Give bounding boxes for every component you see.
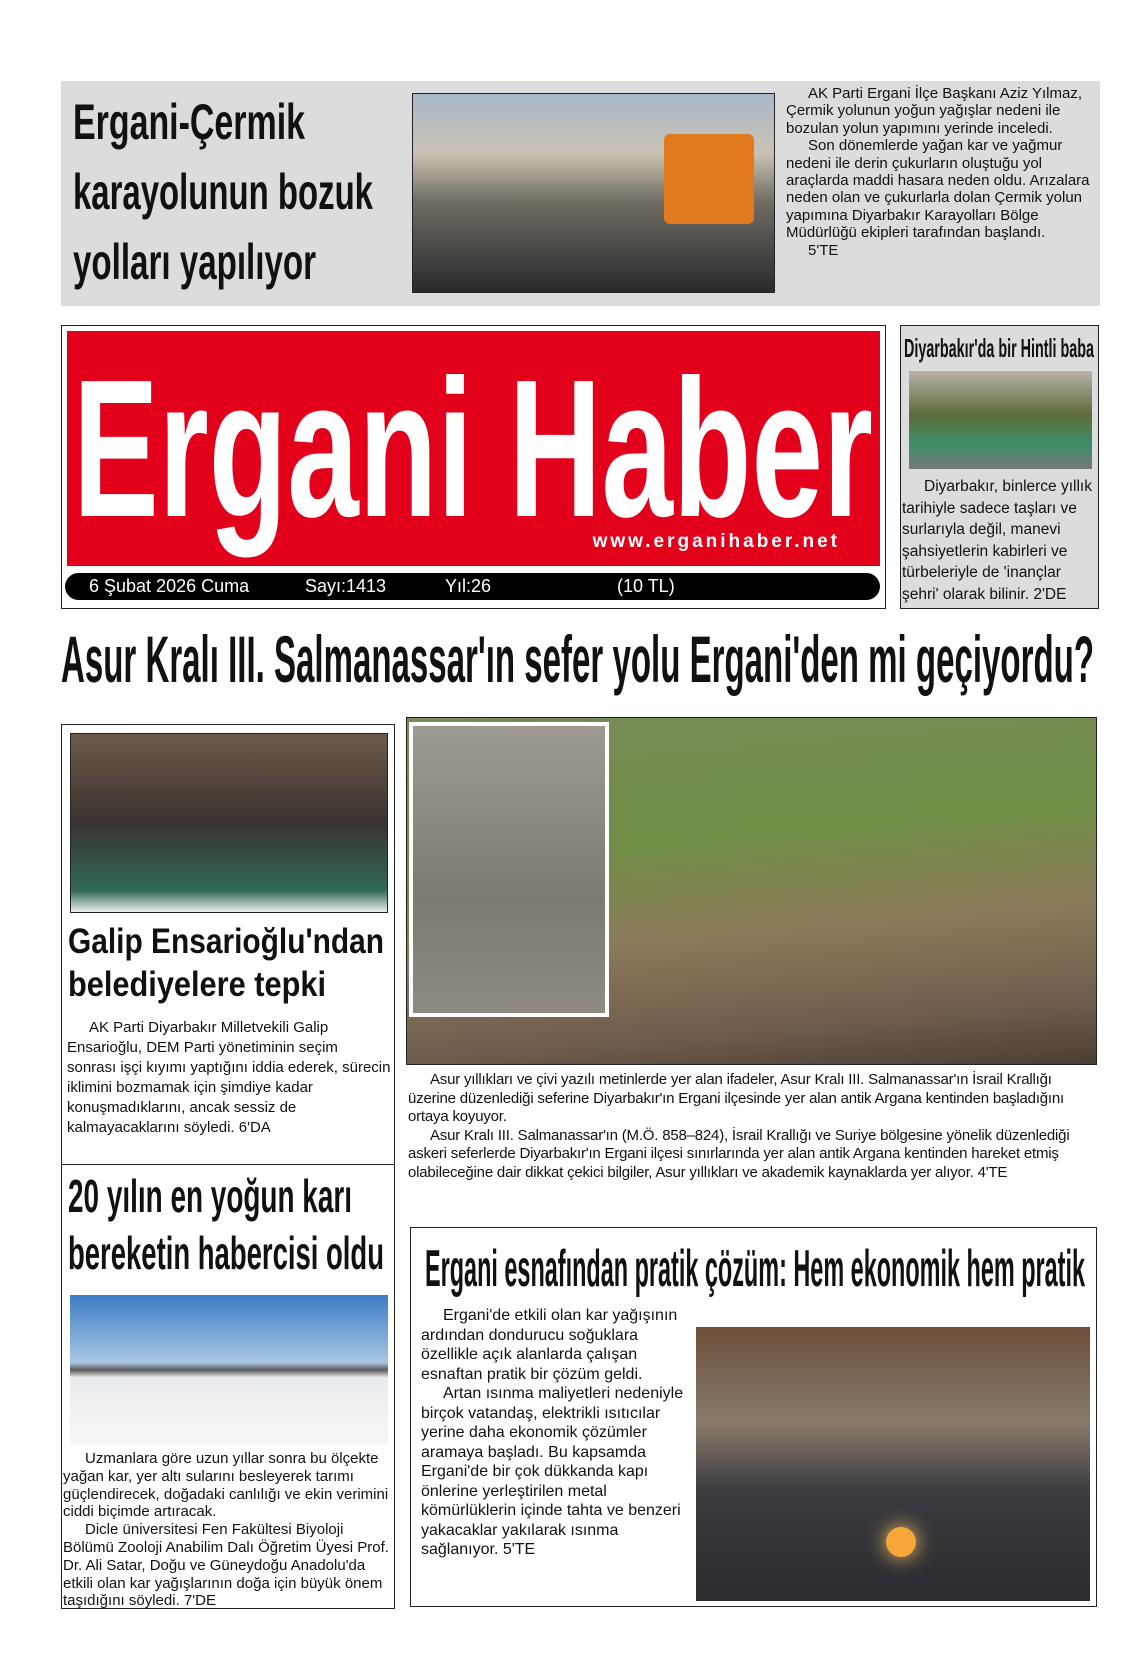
esnaf-text: Ergani'de etkili olan kar yağışının ardından dondurucu soğuklara özellikle açık alanlarda çalışan esnaftan pratik bir çözüm geldi. Artan ısınma maliyetleri nedeniyle birçok vatandaş, elektrikli ısıtıcılar yerine daha ekonomik çözümler aramaya başladı. Bu kapsamda Ergani'de bir çok dükkanda kapı önlerine yerleştirilen metal kömürlüklerin içinde tahta ve benzeri yakacaklar yakılarak ısınma sağlanıyor. 5'TE — [421, 1307, 684, 1558]
side-story-text: Diyarbakır, binlerce yıllık tarihiyle sadece taşları ve surlarıyla değil, manevi şahsiyetlerin kabirleri ve türbeleriyle de 'inançlar şehri' olarak bilinir. 2'DE — [902, 478, 1092, 603]
main-headline: Asur Kralı III. Salmanassar'ın sefer yolu Ergani'den mi geçiyordu? — [61, 622, 1094, 696]
masthead — [61, 325, 886, 609]
hintli-baba-photo — [909, 371, 1092, 469]
svg-text:Ergani-Çermik: Ergani-Çermik — [73, 94, 306, 150]
top-story-headline — [73, 87, 393, 299]
road-works-photo — [412, 93, 775, 293]
issue-price: (10 TL) — [617, 576, 675, 596]
issue-date: 6 Şubat 2026 Cuma — [89, 576, 250, 596]
masthead-red-banner — [67, 331, 880, 566]
galip-headline — [68, 919, 390, 1011]
snow-headline — [68, 1167, 390, 1287]
top-story-text: AK Parti Ergani İlçe Başkanı Aziz Yılmaz, Çermik yolunun yoğun yağışlar nedeni ile bozulan yolun yapımını yerinde inceledi. Son dönemlerde yağan kar ve yağmur nedeni ile derin çukurların oluştuğu yol araçlarda maddi hasara neden oldu. Arızalara neden olan ve çukurlarla dolan Çermik yolun yapımına Diyarbakır Karayolları Bölge Müdürlüğü ekipleri tarafından başlandı. 5'TE — [786, 85, 1090, 259]
esnaf-headline: Ergani esnafından pratik çözüm: Hem ekonomik hem pratik — [425, 1240, 1086, 1298]
snow-text: Uzmanlara göre uzun yıllar sonra bu ölçekte yağan kar, yer altı sularını besleyerek tarımı güçlendirecek, doğadaki canlılığı ve ekin verimini ciddi biçimde artıracak. Dicle üniversitesi Fen Fakültesi Biyoloji Bölümü Zooloji Anabilim Dalı Öğretim Üyesi Prof. Dr. Ali Satar, Doğu ve Güneydoğu Anadolu'da etkili olan kar yağışlarının doğa için büyük önem taşıdığını söyledi. 7'DE — [63, 1450, 389, 1610]
svg-text:yolları yapılıyor: yolları yapılıyor — [73, 234, 316, 290]
esnaf-headline-svg — [425, 1234, 1089, 1300]
svg-text:Galip Ensarioğlu'ndan: Galip Ensarioğlu'ndan — [68, 922, 384, 961]
column-divider — [62, 1164, 394, 1165]
snow-photo — [70, 1295, 388, 1445]
masthead-title: Ergani Haber — [73, 339, 873, 558]
top-story — [61, 81, 1100, 306]
main-story-text: Asur yıllıkları ve çivi yazılı metinlerde yer alan ifadeler, Asur Kralı III. Salmanassar'ın İsrail Krallığı üzerine düzenlediği seferine Diyarbakır'ın Ergani ilçesinde yer alan antik Argana kentinden başladığını ortaya koyuyor. Asur Kralı III. Salmanassar'ın (M.Ö. 858–824), İsrail Krallığı ve Suriye bölgesine yönelik düzenlediği askeri seferlerde Diyarbakır'ın Ergani ilçesi sınırlarında yer alan antik Argana kentinden hareket etmiş olabileceğine dair dikkat çekici bilgiler, Asur yıllıkları ve akademik kaynaklarda yer alıyor. 4'TE — [408, 1071, 1070, 1181]
svg-text:bereketin habercisi oldu: bereketin habercisi oldu — [68, 1227, 384, 1279]
svg-text:karayolunun bozuk: karayolunun bozuk — [73, 164, 374, 220]
issue-number: Sayı:1413 — [305, 576, 387, 596]
side-story-headline-svg — [904, 330, 1096, 364]
main-headline-svg — [61, 622, 1097, 694]
assyrian-relief-photo — [409, 722, 609, 1017]
galip-text: AK Parti Diyarbakır Milletvekili Galip Ensarioğlu, DEM Parti yönetiminin seçim sonrası işçi kıyımı yaptığını iddia ederek, sürecin iklimini bozmamak için şimdiye kadar konuşmadıklarını, ancak sessiz de kalmayacaklarını söyledi. 6'DA — [67, 1019, 391, 1136]
svg-text:20 yılın en yoğun karı: 20 yılın en yoğun karı — [68, 1170, 352, 1222]
issue-year: Yıl:26 — [445, 576, 492, 596]
esnaf-story — [410, 1227, 1097, 1607]
galip-photo — [70, 733, 388, 913]
masthead-url[interactable]: www.erganihaber.net — [592, 531, 840, 552]
side-story-headline: Diyarbakır'da bir Hintli baba — [904, 333, 1095, 363]
date-bar — [65, 573, 880, 600]
main-story-photo — [406, 717, 1097, 1065]
left-column — [61, 724, 395, 1609]
esnaf-photo — [696, 1327, 1090, 1601]
side-story — [900, 325, 1099, 609]
svg-text:belediyelere tepki: belediyelere tepki — [68, 965, 326, 1004]
